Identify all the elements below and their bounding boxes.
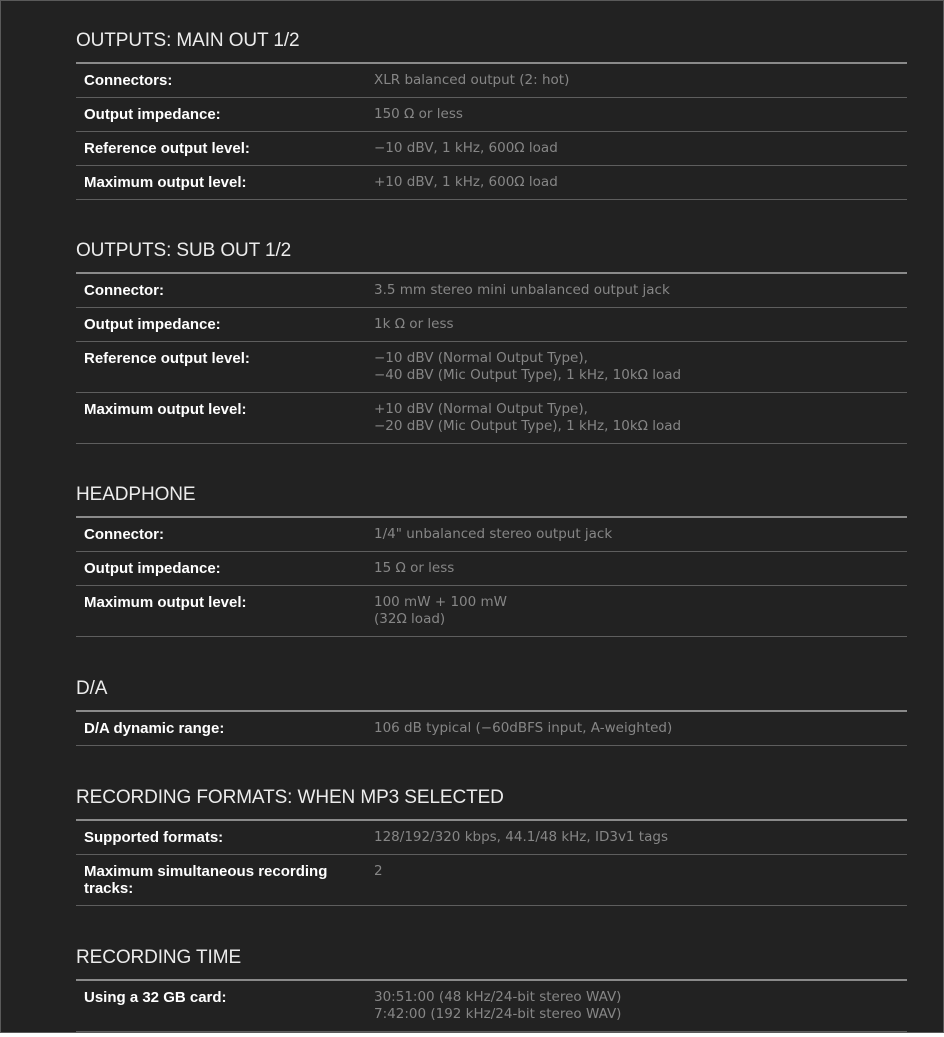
spec-row	[76, 712, 907, 746]
spec-label: Reference output level:	[84, 350, 250, 367]
spec-value: +10 dBV (Normal Output Type), −20 dBV (Mic Output Type), 1 kHz, 10kΩ load	[374, 401, 682, 434]
spec-row	[76, 393, 907, 444]
section-recording-time	[76, 947, 907, 1032]
spec-row	[76, 308, 907, 342]
spec-value: 106 dB typical (−60dBFS input, A-weighted)	[374, 720, 673, 736]
section-title: RECORDING FORMATS: WHEN MP3 SELECTED	[76, 787, 504, 808]
spec-label: Maximum output level:	[84, 174, 247, 191]
spec-value: 3.5 mm stereo mini unbalanced output jack	[374, 282, 670, 298]
spec-label: Supported formats:	[84, 829, 224, 846]
spec-value: 150 Ω or less	[374, 106, 463, 122]
section-title: HEADPHONE	[76, 484, 196, 505]
spec-value: 1/4" unbalanced stereo output jack	[374, 526, 613, 542]
spec-table	[76, 979, 907, 1032]
section-recording-formats	[76, 787, 907, 906]
section-sub-out	[76, 240, 907, 444]
section-title: OUTPUTS: MAIN OUT 1/2	[76, 30, 300, 51]
spec-value: 15 Ω or less	[374, 560, 455, 576]
spec-row	[76, 855, 907, 906]
spec-label: Connector:	[84, 282, 164, 299]
spec-value: 2	[374, 863, 383, 879]
spec-label: Output impedance:	[84, 316, 221, 333]
spec-label: Connector:	[84, 526, 164, 543]
section-title: D/A	[76, 678, 108, 699]
spec-row	[76, 166, 907, 200]
section-headphone	[76, 484, 907, 637]
spec-value: 100 mW + 100 mW (32Ω load)	[374, 594, 508, 627]
spec-value: 1k Ω or less	[374, 316, 454, 332]
spec-row	[76, 274, 907, 308]
spec-label: Maximum simultaneous recording tracks:	[84, 863, 328, 897]
spec-label: Output impedance:	[84, 560, 221, 577]
spec-value: 30:51:00 (48 kHz/24-bit stereo WAV) 7:42:00 (192 kHz/24-bit stereo WAV)	[374, 989, 622, 1022]
spec-value: +10 dBV, 1 kHz, 600Ω load	[374, 174, 558, 190]
spec-row	[76, 132, 907, 166]
spec-label: Reference output level:	[84, 140, 250, 157]
spec-value: −10 dBV (Normal Output Type), −40 dBV (Mic Output Type), 1 kHz, 10kΩ load	[374, 350, 682, 383]
spec-table	[76, 819, 907, 906]
spec-row	[76, 586, 907, 637]
spec-value: 128/192/320 kbps, 44.1/48 kHz, ID3v1 tags	[374, 829, 668, 845]
section-title: OUTPUTS: SUB OUT 1/2	[76, 240, 292, 261]
spec-label: Using a 32 GB card:	[84, 989, 227, 1006]
spec-row	[76, 552, 907, 586]
spec-table	[76, 710, 907, 746]
spec-value: −10 dBV, 1 kHz, 600Ω load	[374, 140, 558, 156]
spec-label: Connectors:	[84, 72, 173, 89]
spec-label: Maximum output level:	[84, 401, 247, 418]
spec-row	[76, 342, 907, 393]
section-title: RECORDING TIME	[76, 947, 242, 968]
spec-table	[76, 62, 907, 200]
spec-label: D/A dynamic range:	[84, 720, 225, 737]
spec-row	[76, 98, 907, 132]
section-da	[76, 678, 907, 746]
section-main-out	[76, 30, 907, 200]
spec-value: XLR balanced output (2: hot)	[374, 72, 570, 88]
spec-label: Output impedance:	[84, 106, 221, 123]
spec-label: Maximum output level:	[84, 594, 247, 611]
spec-row	[76, 981, 907, 1032]
spec-row	[76, 64, 907, 98]
spec-row	[76, 821, 907, 855]
spec-table	[76, 272, 907, 444]
spec-table	[76, 516, 907, 637]
spec-row	[76, 518, 907, 552]
